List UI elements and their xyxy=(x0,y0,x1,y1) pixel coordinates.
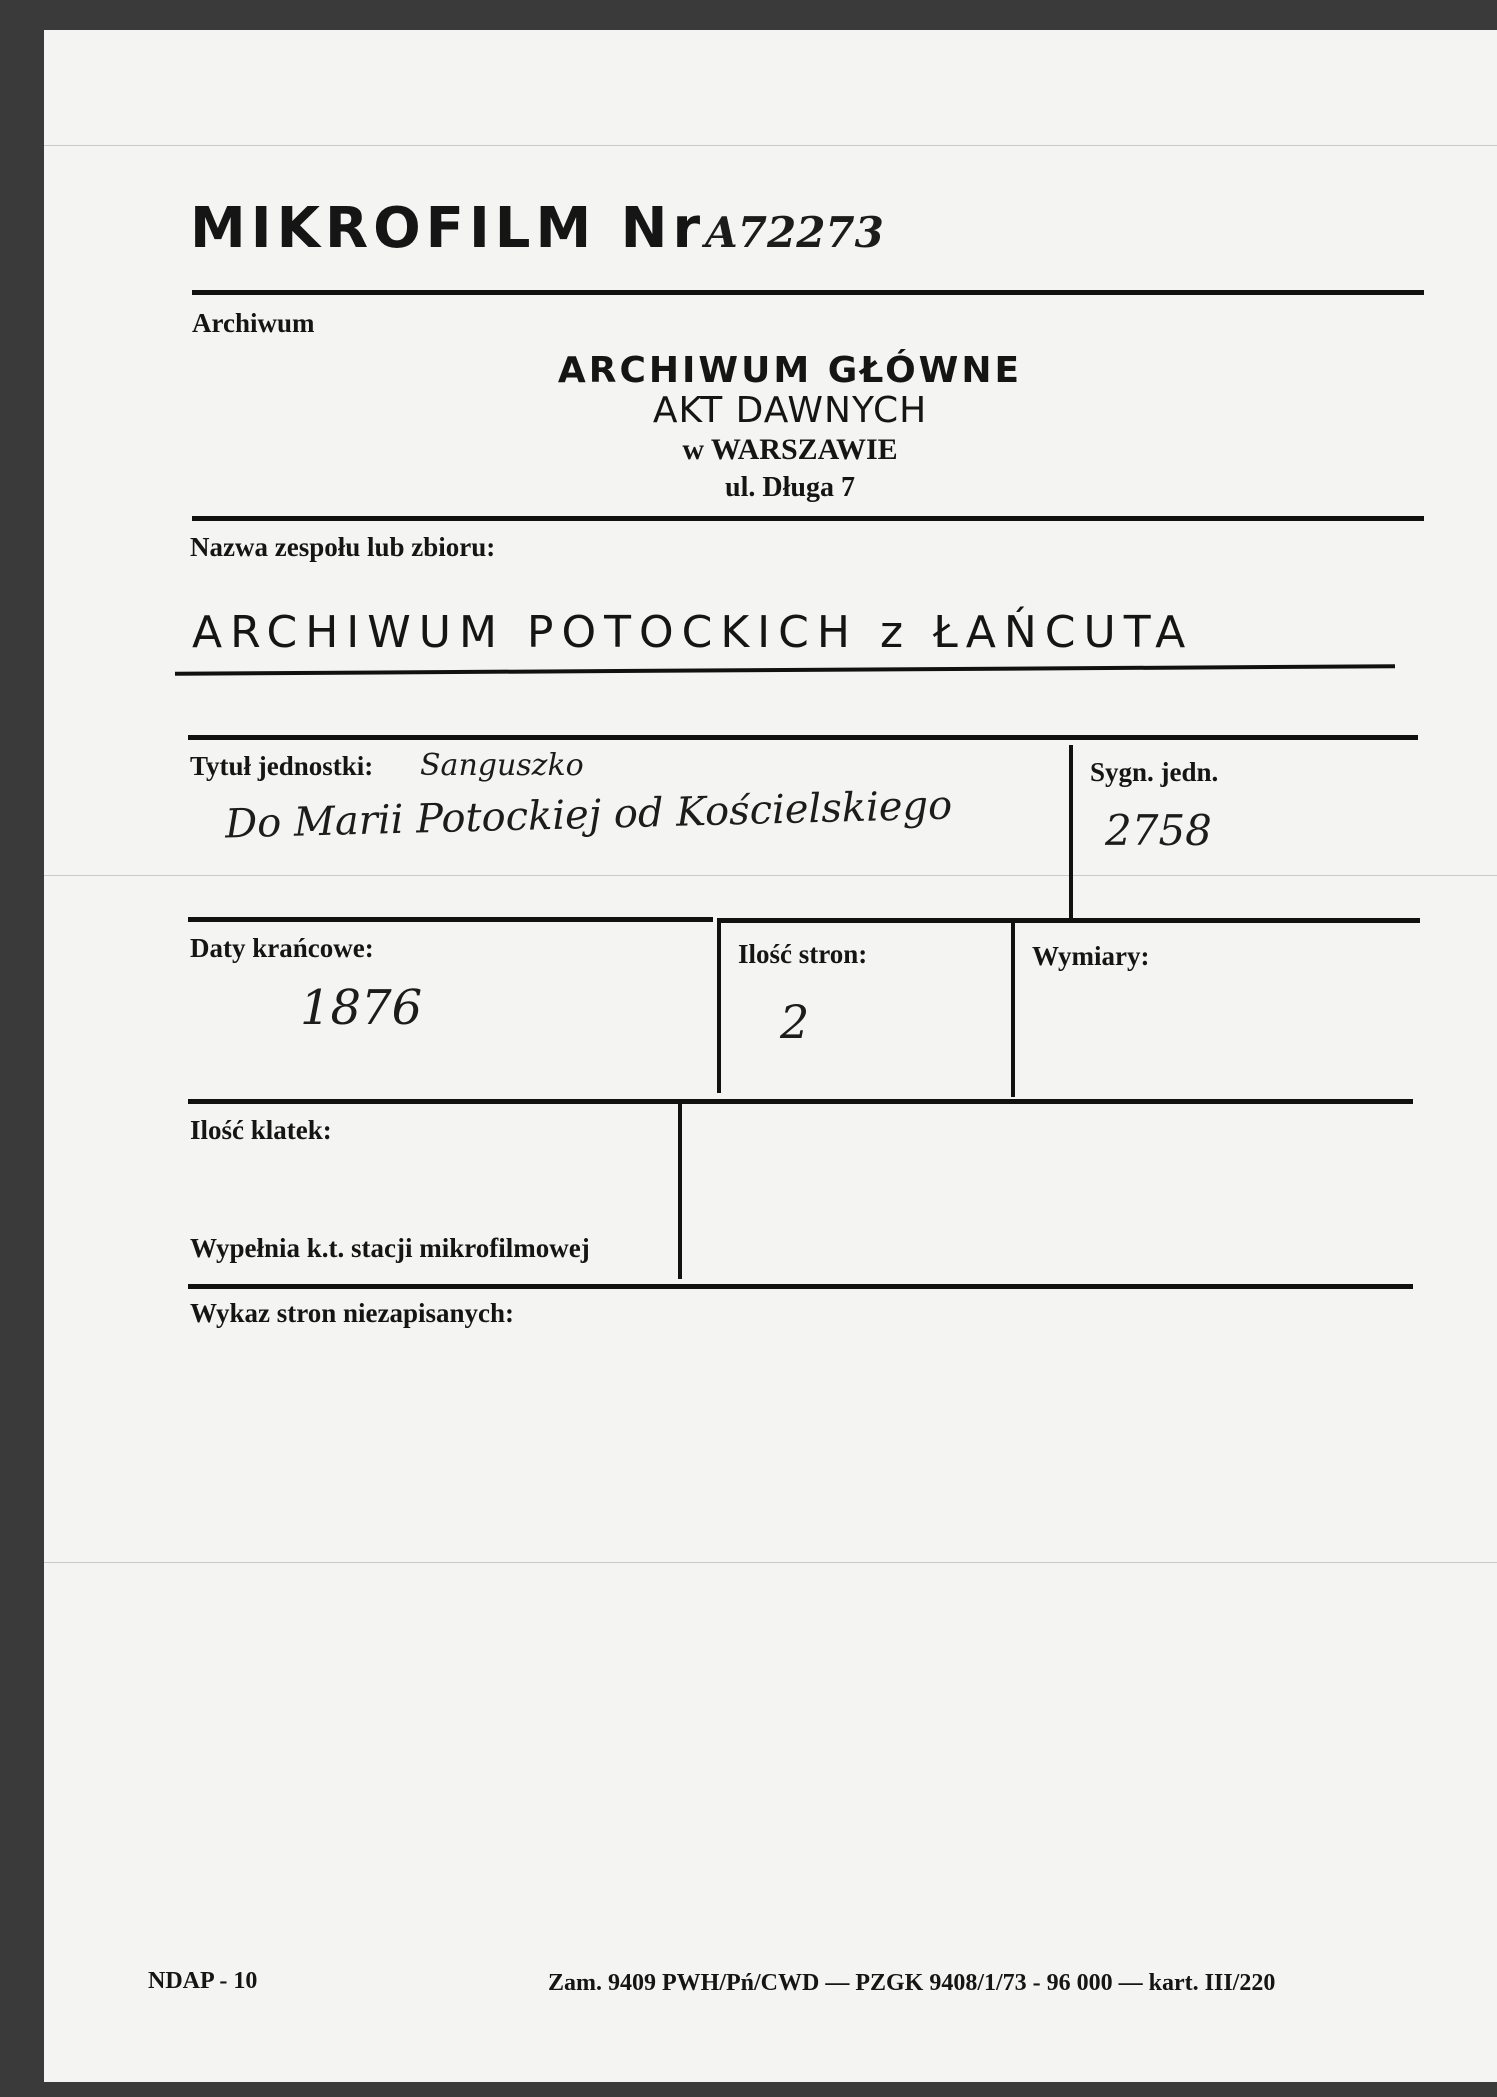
unit-title-value: Do Marii Potockiej od Kościelskiego xyxy=(224,782,953,848)
divider xyxy=(188,1099,1413,1104)
archive-stamp-line2: AKT DAWNYCH xyxy=(652,390,928,431)
frames-label: Ilość klatek: xyxy=(190,1115,332,1145)
column-divider xyxy=(717,918,721,1093)
divider xyxy=(188,917,713,922)
footer-form-code: NDAP - 10 xyxy=(148,1968,258,1994)
divider xyxy=(192,516,1424,521)
scan-line xyxy=(44,1562,1497,1563)
divider xyxy=(718,918,1420,923)
collection-value: ARCHIWUM POTOCKICH z ŁAŃCUTA xyxy=(192,607,1194,658)
scan-line xyxy=(44,145,1497,146)
footer-print-info: Zam. 9409 PWH/Pń/CWD — PZGK 9408/1/73 - 96 000 — kart. III/220 xyxy=(548,1970,1276,1996)
column-divider xyxy=(1011,922,1015,1097)
collection-label: Nazwa zespołu lub zbioru: xyxy=(190,532,496,562)
divider xyxy=(192,290,1424,295)
column-divider xyxy=(678,1104,682,1279)
form-title xyxy=(190,196,884,261)
dates-value: 1876 xyxy=(300,980,423,1036)
unit-title-label: Tytuł jednostki: xyxy=(190,751,374,781)
sign-label: Sygn. jedn. xyxy=(1090,757,1219,787)
pages-value: 2 xyxy=(780,995,810,1049)
scan-line xyxy=(44,875,1497,876)
dates-label: Daty krańcowe: xyxy=(190,933,374,963)
frames-note: Wypełnia k.t. stacji mikrofilmowej xyxy=(190,1233,590,1263)
divider xyxy=(188,735,1418,740)
archive-stamp-line1: ARCHIWUM GŁÓWNE xyxy=(557,350,1023,391)
blank-pages-label: Wykaz stron niezapisanych: xyxy=(190,1298,515,1328)
unit-title-annotation: Sanguszko xyxy=(420,748,584,783)
column-divider xyxy=(1069,745,1073,918)
archive-stamp-line3: w WARSZAWIE xyxy=(682,433,898,466)
divider xyxy=(188,1284,1413,1289)
archive-label: Archiwum xyxy=(192,308,315,338)
title-prefix: MIKROFILM Nr xyxy=(190,196,706,261)
pages-label: Ilość stron: xyxy=(738,939,868,969)
microfilm-number: A72273 xyxy=(705,208,884,257)
sign-value: 2758 xyxy=(1105,806,1212,855)
archive-stamp-line4: ul. Długa 7 xyxy=(725,472,855,503)
dimensions-label: Wymiary: xyxy=(1032,941,1150,971)
